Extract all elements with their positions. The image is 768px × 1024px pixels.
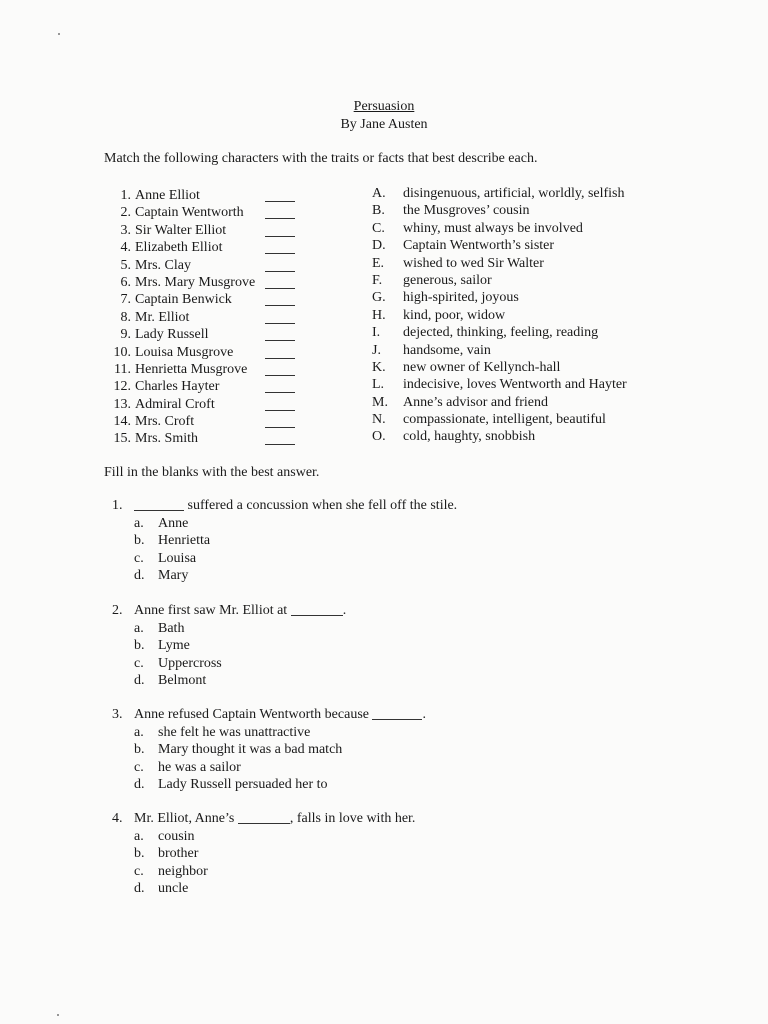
answer-option[interactable] [112, 620, 346, 637]
character-row [104, 378, 295, 395]
option-letter: a. [134, 829, 144, 844]
title-block [0, 98, 768, 134]
trait-row [372, 394, 627, 411]
trait-text: kind, poor, widow [403, 307, 506, 323]
trait-row [372, 272, 627, 289]
option-text: Louisa [158, 550, 197, 566]
character-number: 13. [113, 396, 131, 412]
page-author: By Jane Austen [340, 117, 428, 132]
option-letter: a. [134, 725, 144, 740]
option-text: cousin [158, 829, 195, 844]
answer-option[interactable] [112, 845, 415, 862]
trait-row [372, 185, 627, 202]
question-number: 3. [112, 707, 123, 722]
character-number: 11. [114, 361, 131, 377]
option-letter: a. [134, 621, 144, 636]
trait-letter: H. [372, 307, 386, 323]
trait-letter: C. [372, 220, 385, 236]
answer-option[interactable] [112, 724, 426, 741]
character-row [104, 396, 295, 413]
question-text-after: . [422, 707, 426, 722]
option-text: uncle [158, 881, 189, 897]
character-list [104, 187, 295, 448]
character-number: 6. [120, 274, 131, 290]
character-number: 10. [113, 344, 131, 360]
character-name: Mrs. Croft [135, 414, 195, 430]
character-name: Captain Benwick [135, 292, 232, 308]
character-number: 1. [120, 188, 131, 203]
question-number: 1. [112, 498, 123, 513]
character-row [104, 274, 295, 291]
answer-option[interactable] [112, 672, 346, 689]
character-number: 12. [113, 379, 131, 395]
character-name: Mr. Elliot [135, 309, 190, 325]
character-row [104, 361, 295, 378]
option-letter: d. [134, 673, 145, 689]
answer-option[interactable] [112, 880, 415, 897]
character-number: 5. [120, 257, 131, 273]
character-number: 7. [120, 292, 131, 308]
answer-option[interactable] [112, 776, 426, 793]
question-stem [112, 497, 457, 515]
question-text-after: suffered a concussion when she fell off the stile. [187, 498, 458, 513]
character-number: 9. [120, 327, 131, 343]
character-row [104, 291, 295, 308]
question-4 [112, 810, 415, 898]
character-number: 15. [113, 431, 131, 447]
option-letter: c. [134, 759, 144, 775]
character-row [104, 309, 295, 326]
option-text: Henrietta [158, 533, 211, 549]
trait-letter: L. [372, 377, 385, 393]
trait-letter: E. [372, 255, 385, 271]
answer-blank[interactable] [265, 304, 295, 306]
trait-text: high-spirited, joyous [403, 290, 519, 306]
trait-row [372, 255, 627, 272]
trait-letter: A. [372, 186, 386, 201]
answer-option[interactable] [112, 550, 457, 567]
question-2 [112, 602, 346, 690]
character-row [104, 344, 295, 361]
answer-blank[interactable] [265, 374, 295, 376]
trait-text: Anne’s advisor and friend [403, 394, 549, 410]
trait-letter: B. [372, 203, 385, 219]
trait-text: disingenuous, artificial, worldly, selfish [403, 186, 625, 201]
question-3 [112, 706, 426, 794]
trait-text: new owner of Kellynch-hall [403, 359, 561, 375]
option-letter: b. [134, 846, 145, 862]
option-letter: c. [134, 863, 144, 879]
trait-row [372, 376, 627, 393]
option-text: Mary [158, 568, 189, 584]
answer-blank[interactable] [265, 391, 295, 393]
trait-row [372, 324, 627, 341]
question-stem [112, 810, 415, 828]
option-text: she felt he was unattractive [158, 725, 311, 740]
scan-speck [58, 33, 60, 35]
matching-instructions: Match the following characters with the traits or facts that best describe each. [104, 151, 538, 166]
answer-blank[interactable] [372, 718, 422, 720]
answer-blank[interactable] [265, 217, 295, 219]
option-letter: c. [134, 655, 144, 671]
character-row [104, 257, 295, 274]
character-row [104, 326, 295, 343]
trait-letter: D. [372, 238, 386, 254]
answer-option[interactable] [112, 637, 346, 654]
trait-row [372, 289, 627, 306]
answer-blank[interactable] [265, 270, 295, 272]
trait-text: handsome, vain [403, 342, 491, 358]
character-row [104, 187, 295, 204]
trait-letter: M. [372, 394, 388, 410]
character-name: Lady Russell [135, 327, 209, 343]
character-row [104, 239, 295, 256]
trait-letter: F. [372, 272, 383, 288]
option-text: brother [158, 846, 199, 862]
option-letter: b. [134, 742, 145, 758]
answer-option[interactable] [112, 828, 415, 845]
character-name: Captain Wentworth [135, 205, 244, 221]
trait-row [372, 202, 627, 219]
answer-blank[interactable] [265, 287, 295, 289]
character-name: Mrs. Clay [135, 257, 191, 273]
trait-text: Captain Wentworth’s sister [403, 238, 555, 254]
trait-letter: K. [372, 359, 386, 375]
trait-row [372, 220, 627, 237]
answer-blank[interactable] [265, 200, 295, 202]
question-text-before: Mr. Elliot, Anne’s [134, 811, 235, 826]
character-name: Admiral Croft [135, 396, 215, 412]
trait-row [372, 359, 627, 376]
question-stem [112, 602, 346, 620]
character-name: Henrietta Musgrove [135, 361, 248, 377]
answer-option[interactable] [112, 863, 415, 880]
character-number: 3. [120, 222, 131, 238]
answer-blank[interactable] [265, 322, 295, 324]
question-number: 4. [112, 811, 123, 826]
trait-row [372, 428, 627, 445]
trait-row [372, 411, 627, 428]
answer-blank[interactable] [265, 409, 295, 411]
character-number: 4. [120, 240, 131, 256]
trait-letter: N. [372, 412, 386, 428]
answer-blank[interactable] [291, 614, 343, 616]
option-letter: b. [134, 638, 145, 654]
option-letter: b. [134, 533, 145, 549]
option-text: neighbor [158, 863, 208, 879]
option-letter: d. [134, 568, 145, 584]
question-text-after: . [342, 603, 347, 618]
answer-option[interactable] [112, 567, 457, 584]
trait-letter: O. [372, 429, 386, 445]
option-text: Anne [158, 516, 189, 531]
question-text-after: , falls in love with her. [289, 811, 416, 826]
fill-in-instructions: Fill in the blanks with the best answer. [104, 465, 320, 480]
question-stem [112, 706, 426, 724]
option-text: he was a sailor [158, 759, 241, 775]
trait-text: wished to wed Sir Walter [403, 255, 544, 271]
option-text: Uppercross [158, 655, 222, 671]
answer-option[interactable] [112, 741, 426, 758]
answer-option[interactable] [112, 759, 426, 776]
trait-text: indecisive, loves Wentworth and Hayter [403, 377, 627, 393]
question-text-before: Anne refused Captain Wentworth because [134, 707, 369, 722]
character-row [104, 430, 295, 447]
option-letter: c. [134, 550, 144, 566]
trait-text: the Musgroves’ cousin [403, 203, 530, 219]
answer-blank[interactable] [265, 235, 295, 237]
character-name: Sir Walter Elliot [135, 222, 227, 238]
character-name: Anne Elliot [135, 188, 200, 203]
answer-option[interactable] [112, 532, 457, 549]
trait-text: compassionate, intelligent, beautiful [403, 412, 606, 428]
character-number: 14. [113, 414, 131, 430]
trait-letter: I. [372, 325, 381, 341]
option-text: Belmont [158, 673, 207, 689]
answer-blank[interactable] [134, 509, 184, 511]
answer-blank[interactable] [265, 426, 295, 428]
trait-row [372, 237, 627, 254]
character-name: Charles Hayter [135, 379, 220, 395]
trait-text: generous, sailor [403, 272, 492, 288]
character-number: 2. [120, 205, 131, 221]
trait-text: cold, haughty, snobbish [403, 429, 536, 445]
answer-option[interactable] [112, 655, 346, 672]
answer-blank[interactable] [265, 443, 295, 445]
answer-blank[interactable] [238, 822, 290, 824]
character-name: Elizabeth Elliot [135, 240, 223, 256]
character-row [104, 413, 295, 430]
character-name: Louisa Musgrove [135, 344, 234, 360]
option-text: Mary thought it was a bad match [158, 742, 343, 758]
character-number: 8. [120, 309, 131, 325]
trait-row [372, 307, 627, 324]
trait-list [372, 185, 627, 446]
question-number: 2. [112, 603, 123, 618]
answer-blank[interactable] [265, 339, 295, 341]
option-text: Bath [158, 621, 185, 636]
option-letter: d. [134, 777, 145, 793]
trait-letter: J. [372, 342, 381, 358]
scan-speck [57, 1014, 59, 1016]
page-title: Persuasion [353, 99, 415, 114]
question-1 [112, 497, 457, 585]
question-text-before: Anne first saw Mr. Elliot at [134, 603, 288, 618]
answer-blank[interactable] [265, 252, 295, 254]
option-text: Lady Russell persuaded her to [158, 777, 328, 793]
option-text: Lyme [158, 638, 190, 654]
trait-letter: G. [372, 290, 386, 306]
trait-row [372, 342, 627, 359]
character-name: Mrs. Smith [135, 431, 199, 447]
character-row [104, 222, 295, 239]
option-letter: a. [134, 516, 144, 531]
trait-text: whiny, must always be involved [403, 220, 583, 236]
answer-option[interactable] [112, 515, 457, 532]
character-row [104, 204, 295, 221]
trait-text: dejected, thinking, feeling, reading [403, 325, 599, 341]
option-letter: d. [134, 881, 145, 897]
character-name: Mrs. Mary Musgrove [135, 274, 256, 290]
answer-blank[interactable] [265, 357, 295, 359]
